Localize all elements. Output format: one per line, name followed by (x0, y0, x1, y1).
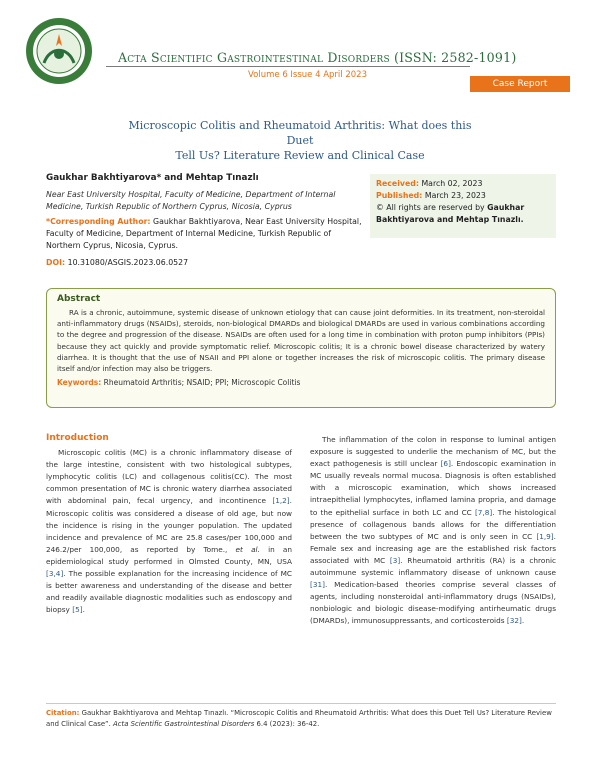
citation-label: Citation: (46, 709, 80, 717)
reference-link[interactable]: [3] (389, 555, 401, 565)
introduction-heading: Introduction (46, 433, 109, 443)
text-run: Microscopic colitis (MC) is a chronic inflammatory disease of the large intestine, consistent with two histological subtypes, lymphocytic colitis (LC) and collagenous colitis(CC). The most common presentation of MC is chronic watery diarrhea associated with abdominal pain, fecal urgency, and incontinence (46, 448, 292, 506)
article-title-line-2: Tell Us? Literature Review and Clinical Case (175, 149, 425, 162)
abstract-box (46, 288, 556, 408)
citation-journal: Acta Scientific Gastrointestinal Disorders (113, 720, 255, 728)
text-run: . Microscopic colitis was considered a disease of old age, but now the incidence is rising in the younger population. The updated incidence and prevalence of MC are 25.8 cases/per 100,000 and 246.2/per 100,000, as reported by Tome., (46, 496, 292, 554)
text-run: . Medication-based theories comprise several classes of agents, including nonsteroidal anti-inflammatory drugs (NSAIDs), nonbiologic and biologic disease-modifying antirheumatic drugs (DMARDs), immunosuppressants, and corticosteroids (310, 580, 556, 626)
reference-link[interactable]: [32] (506, 616, 522, 626)
right-paragraph-1 (310, 434, 556, 628)
text-run: . The possible explanation for the increasing incidence of MC is better awareness and understanding of the disease and better and readily available diagnostic modalities such as endoscopy and biopsy (46, 569, 292, 615)
article-title-line-1: Microscopic Colitis and Rheumatoid Arthritis: What does this Duet (128, 119, 472, 147)
keywords-value: Rheumatoid Arthritis; NSAID; PPI; Microscopic Colitis (103, 378, 301, 388)
dates-box (370, 174, 556, 238)
text-run: in an epidemiological study performed in Olmsted County, MN, USA (46, 544, 292, 566)
received-value: March 02, 2023 (421, 179, 483, 188)
intro-paragraph-1 (46, 447, 292, 616)
issue-line: Volume 6 Issue 4 April 2023 (248, 70, 367, 80)
right-column (310, 434, 556, 628)
reference-link[interactable]: [31] (310, 580, 325, 590)
copyright (376, 202, 550, 226)
reference-link[interactable]: [3,4] (46, 569, 64, 579)
published-date (376, 190, 550, 202)
article-type-badge: Case Report (470, 76, 570, 92)
journal-logo-icon (24, 16, 94, 86)
reference-link[interactable]: [6] (440, 459, 451, 469)
text-run: . Female sex and increasing age are the established risk factors associated with MC (310, 531, 556, 565)
author-info (46, 172, 364, 269)
page-header (0, 0, 600, 100)
footer-divider (46, 703, 556, 704)
reference-link[interactable]: [7,8] (474, 507, 493, 517)
text-run: . The histological presence of collagenous bands allows for the differentiation between the two subtypes of MC and is only seen in CC (310, 507, 556, 541)
doi (46, 257, 364, 269)
citation-volume: 6.4 (2023): 36-42. (256, 720, 320, 728)
published-label: Published: (376, 191, 423, 200)
authors: Gaukhar Bakhtiyarova* and Mehtap Tınazlı (46, 173, 259, 183)
text-run: . (521, 616, 525, 626)
text-run: . Endoscopic examination in MC usually reveals normal mucosa. Diagnosis is often established with a microscopic examination, which shows increased intraepithelial lymphocytes, inflamed lamina propria, and damage to the epithelial surface in both LC and CC (310, 459, 557, 517)
article-title (120, 118, 480, 163)
reference-link[interactable]: [5] (72, 605, 83, 615)
received-label: Received: (376, 179, 419, 188)
text-run: . (82, 605, 85, 615)
rights-prefix: © All rights are reserved by (376, 203, 485, 212)
corresponding-label: *Corresponding Author: (46, 217, 151, 226)
received-date (376, 178, 550, 190)
left-column (46, 432, 292, 616)
reference-link[interactable]: [1,2] (272, 496, 290, 506)
citation-text: Gaukhar Bakhtiyarova and Mehtap Tınazlı. “Microscopic Colitis and Rheumatoid Arthritis: What does this Duet Tell Us? Literature Review and Clinical Case”. (46, 709, 552, 728)
reference-link[interactable]: [1,9] (536, 531, 554, 541)
keywords (57, 378, 545, 387)
corresponding-author (46, 216, 364, 252)
text-run: The inflammation of the colon in response to luminal antigen exposure is suggested to underlie the mechanism of MC, but the exact pathogenesis is still unclear (310, 435, 556, 469)
citation (46, 708, 556, 730)
doi-value[interactable]: 10.31080/ASGIS.2023.06.0527 (67, 258, 189, 267)
published-value: March 23, 2023 (424, 191, 486, 200)
corresponding-text: Gaukhar Bakhtiyarova, Near East University Hospital, Faculty of Medicine, Department of Internal Medicine, Turkish Republic of Northern Cyprus, Nicosia, Cyprus. (46, 217, 362, 250)
abstract-text: RA is a chronic, autoimmune, systemic disease of unknown etiology that can cause joint deformities. In its treatment, non-steroidal anti-inflammatory drugs (NSAIDs), steroids, non-biological DMARDs and biological DMARDs are used in various combinations according to the degree and progression of the disease. NSAIDs are often used for a long time in combination with proton pump inhibitors (PPIs) because they act quickly and provide symptomatic relief. Microscopic colitis; It is a chronic bowel disease characterized by watery diarrhea. It is thought that the use of NSAII and PPI alone or together increases the risk of microscopic colitis. The primary disease itself and/or infection may also be triggers. (57, 308, 545, 374)
rights-holder: Gaukhar Bakhtiyarova and Mehtap Tınazlı. (376, 203, 525, 224)
abstract-heading: Abstract (57, 294, 101, 304)
affiliation: Near East University Hospital, Faculty of Medicine, Department of Internal Medicine, Turkish Republic of Northern Cyprus, Nicosia, Cyprus (46, 190, 336, 211)
text-run: et al. (235, 544, 260, 554)
text-run: . Rheumatoid arthritis (RA) is a chronic autoimmune systemic inflammatory disease of unknown cause (310, 555, 556, 578)
journal-title: Acta Scientific Gastrointestinal Disorders (ISSN: 2582-1091) (118, 50, 517, 65)
header-divider (106, 66, 470, 67)
doi-label: DOI: (46, 258, 66, 267)
keywords-label: Keywords: (57, 378, 102, 388)
